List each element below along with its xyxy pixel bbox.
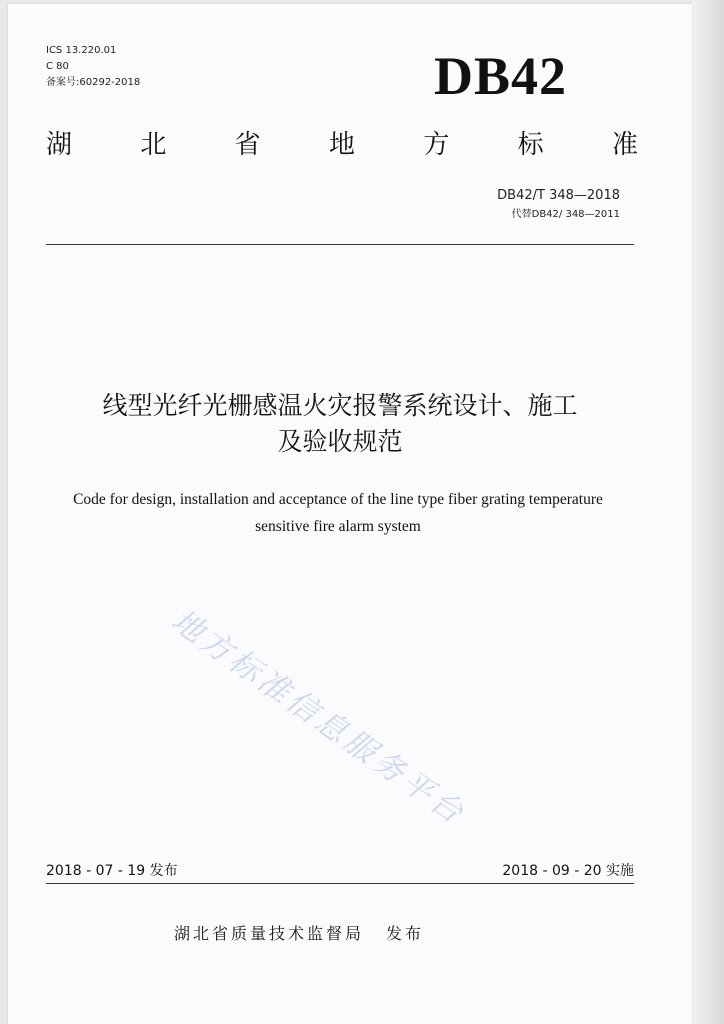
filing-number: 备案号:60292-2018: [46, 77, 141, 88]
header-divider: [46, 244, 634, 245]
issuer-action: 发布: [386, 924, 425, 943]
title-cn-line2: 及验收规范: [277, 427, 403, 456]
title-chinese: [40, 388, 640, 460]
issuer-line: [174, 922, 424, 946]
heading-char: 准: [611, 130, 638, 160]
ics-code: ICS 13.220.01: [46, 45, 117, 56]
issuer-name: 湖北省质量技术监督局: [174, 924, 365, 943]
issue-date: 2018 - 07 - 19 发布: [46, 863, 178, 879]
heading-char: 方: [423, 130, 450, 160]
heading-char: 北: [140, 130, 167, 160]
heading-char: 标: [517, 130, 544, 160]
footer-divider: [46, 883, 634, 884]
page-edge-strip: [692, 0, 724, 1024]
effective-date: 2018 - 09 - 20 实施: [502, 863, 634, 879]
heading-char: 省: [234, 130, 261, 160]
replaces-number: 代替DB42/ 348—2011: [511, 209, 620, 220]
watermark: 地方标准信息服务平台: [164, 602, 473, 833]
title-cn-line1: 线型光纤光栅感温火灾报警系统设计、施工: [102, 391, 578, 420]
classification-block: [46, 43, 140, 91]
ccs-code: C 80: [46, 61, 69, 72]
title-en-line1: Code for design, installation and acceptance of the line type fiber grating temperature: [73, 491, 603, 508]
standard-number: DB42/T 348—2018: [497, 188, 620, 203]
title-en-line2: sensitive fire alarm system: [255, 518, 421, 535]
title-english: [30, 486, 646, 540]
province-standard-heading: [46, 128, 638, 162]
standard-code-logo: DB42: [434, 46, 568, 106]
standard-number-block: [497, 187, 620, 225]
heading-char: 地: [328, 130, 355, 160]
heading-char: 湖: [46, 130, 73, 160]
